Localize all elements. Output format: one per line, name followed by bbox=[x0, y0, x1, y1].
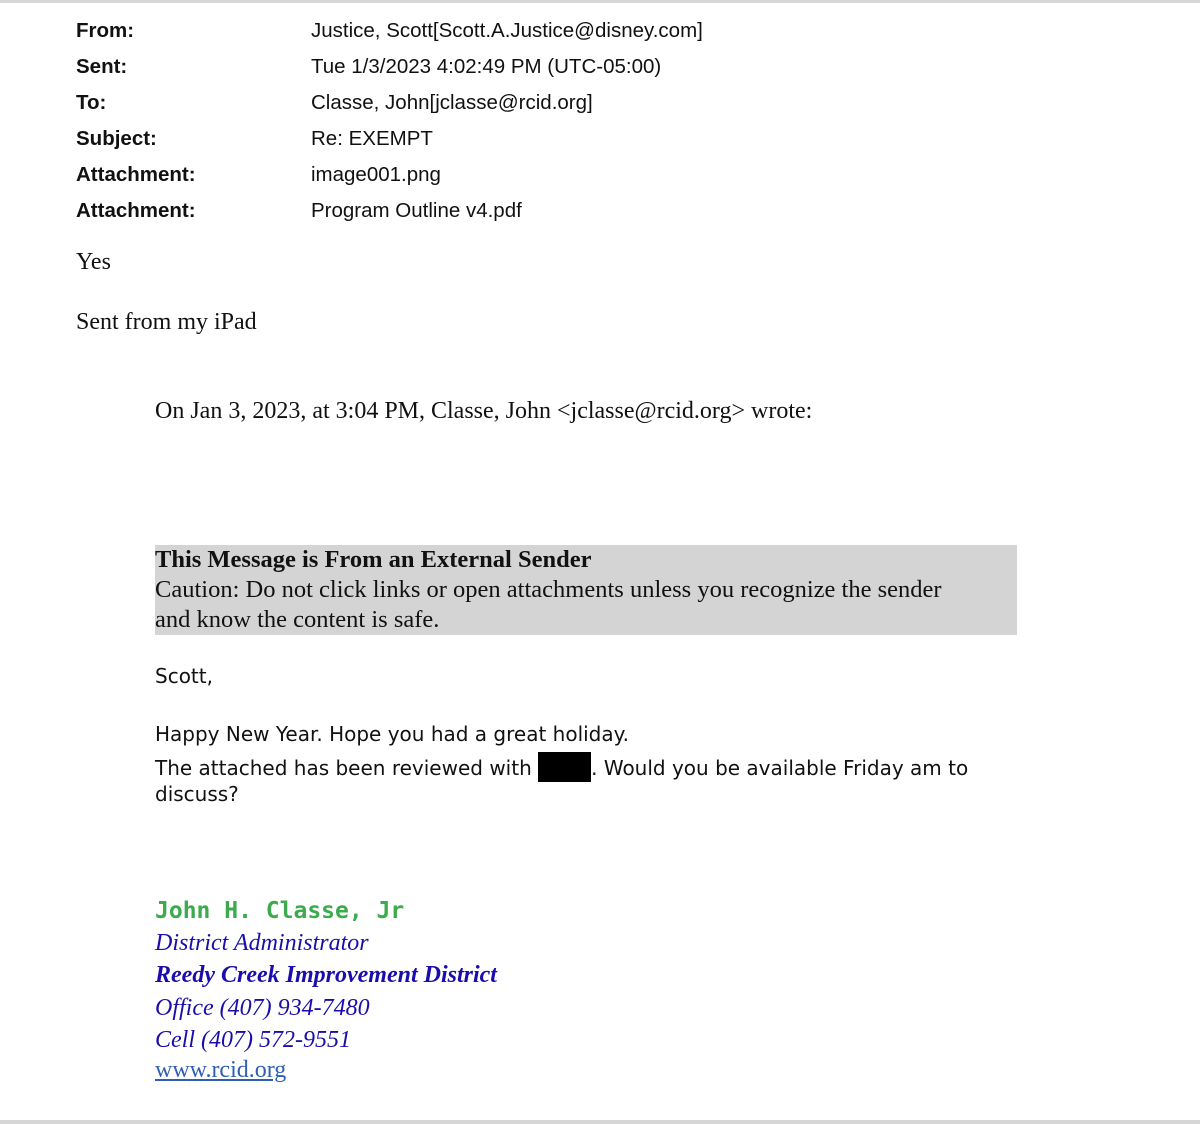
header-row-attachment bbox=[0, 163, 1200, 199]
banner-line: Caution: Do not click links or open attachments unless you recognize the sender bbox=[155, 576, 942, 603]
header-row-subject bbox=[0, 127, 1200, 163]
header-label: To: bbox=[76, 91, 107, 114]
header-value: image001.png bbox=[311, 163, 441, 186]
reply-body: Yes bbox=[76, 249, 111, 275]
external-sender-banner bbox=[155, 545, 1017, 635]
header-row-to bbox=[0, 91, 1200, 127]
signature-name: John H. Classe, Jr bbox=[155, 898, 405, 924]
header-label: Subject: bbox=[76, 127, 157, 150]
header-row-from bbox=[0, 19, 1200, 55]
body-line bbox=[155, 752, 968, 782]
header-value: Classe, John[jclasse@rcid.org] bbox=[311, 91, 593, 114]
website-link[interactable]: www.rcid.org bbox=[155, 1057, 287, 1083]
body-line: Happy New Year. Hope you had a great holiday. bbox=[155, 722, 629, 746]
quoted-intro: On Jan 3, 2023, at 3:04 PM, Classe, John <jclasse@rcid.org> wrote: bbox=[155, 398, 813, 424]
signature-org: Reedy Creek Improvement District bbox=[155, 962, 497, 988]
header-value: Re: EXEMPT bbox=[311, 127, 433, 150]
page-top-border bbox=[0, 0, 1200, 3]
greeting: Scott, bbox=[155, 664, 213, 688]
redaction-box bbox=[538, 752, 591, 782]
header-row-attachment bbox=[0, 199, 1200, 235]
body-text: The attached has been reviewed with bbox=[155, 756, 539, 780]
banner-line: and know the content is safe. bbox=[155, 606, 440, 633]
header-label: Attachment: bbox=[76, 163, 196, 186]
header-label: Attachment: bbox=[76, 199, 196, 222]
signature-cell: Cell (407) 572-9551 bbox=[155, 1027, 351, 1053]
header-label: Sent: bbox=[76, 55, 128, 78]
reply-signature: Sent from my iPad bbox=[76, 309, 257, 335]
header-row-sent bbox=[0, 55, 1200, 91]
banner-title: This Message is From an External Sender bbox=[155, 546, 592, 573]
signature-office: Office (407) 934-7480 bbox=[155, 995, 370, 1021]
header-label: From: bbox=[76, 19, 135, 42]
signature-title: District Administrator bbox=[155, 930, 369, 956]
page-bottom-border bbox=[0, 1120, 1200, 1124]
body-line: discuss? bbox=[155, 782, 239, 806]
body-text: . Would you be available Friday am to bbox=[591, 756, 969, 780]
header-value: Tue 1/3/2023 4:02:49 PM (UTC-05:00) bbox=[311, 55, 662, 78]
header-value: Justice, Scott[Scott.A.Justice@disney.com] bbox=[311, 19, 703, 42]
header-value: Program Outline v4.pdf bbox=[311, 199, 522, 222]
